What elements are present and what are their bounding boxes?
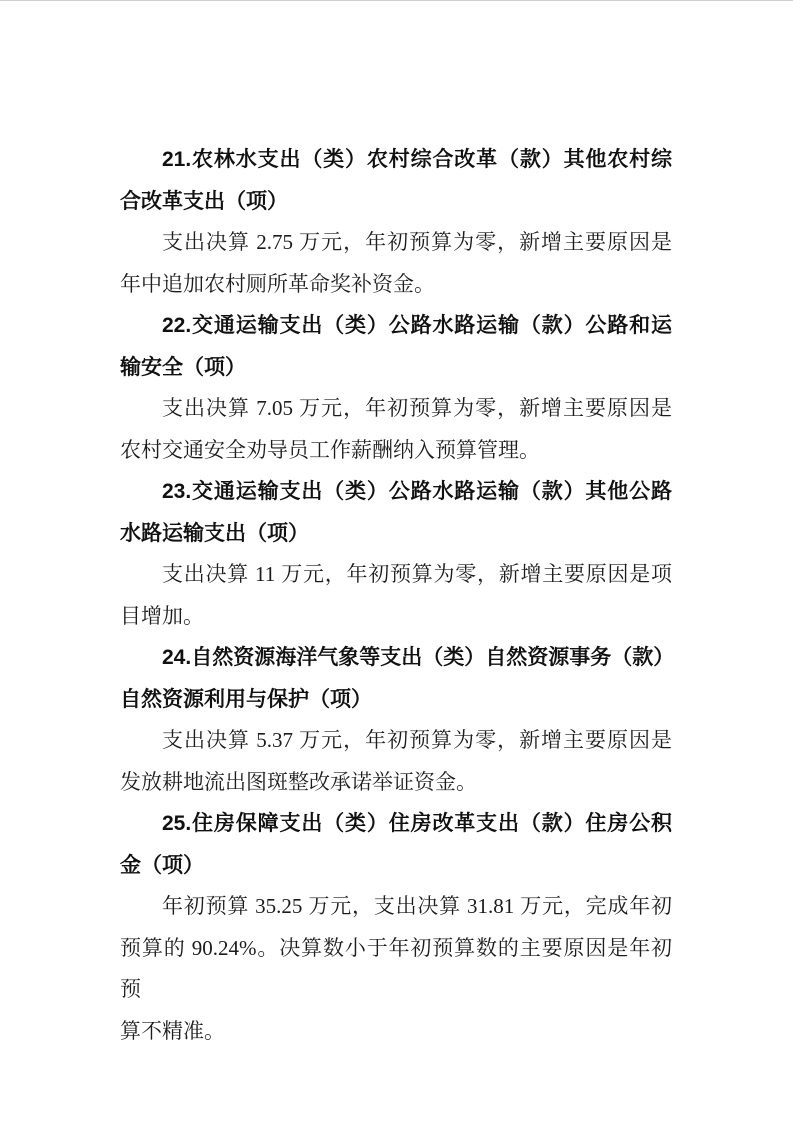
- section-body-paragraph: [120, 388, 672, 471]
- body-line: 年中追加农村厕所革命奖补资金。: [120, 271, 435, 296]
- heading-line: 21.农林水支出（类）农村综合改革（款）其他农村综: [162, 148, 672, 171]
- document-content: [120, 139, 675, 1052]
- body-line: 支出决算 7.05 万元，年初预算为零，新增主要原因是: [162, 396, 672, 420]
- heading-line: 金（项）: [120, 853, 204, 877]
- body-line: 支出决算 5.37 万元，年初预算为零，新增主要原因是: [162, 728, 672, 752]
- heading-line: 水路运输支出（项）: [120, 521, 309, 545]
- body-line: 支出决算 11 万元，年初预算为零，新增主要原因是项: [162, 562, 672, 586]
- heading-line: 25.住房保障支出（类）住房改革支出（款）住房公积: [162, 812, 672, 835]
- body-line: 目增加。: [120, 603, 204, 628]
- body-line: 算不精准。: [120, 1018, 225, 1043]
- section-heading: [120, 471, 672, 554]
- heading-line: 合改革支出（项）: [120, 189, 288, 213]
- body-line: 发放耕地流出图斑整改承诺举证资金。: [120, 769, 477, 794]
- section-body-paragraph: [120, 222, 672, 305]
- heading-line: 24.自然资源海洋气象等支出（类）自然资源事务（款）: [162, 646, 675, 669]
- body-line: 农村交通安全劝导员工作薪酬纳入预算管理。: [120, 437, 540, 462]
- heading-line: 22.交通运输支出（类）公路水路运输（款）公路和运: [162, 314, 672, 337]
- budget-section-24: [120, 637, 675, 803]
- budget-section-25: [120, 803, 672, 1052]
- section-body-paragraph: [120, 554, 672, 637]
- budget-section-23: [120, 471, 672, 637]
- budget-section-22: [120, 305, 672, 471]
- heading-line: 自然资源利用与保护（项）: [120, 687, 372, 711]
- body-line: 预算的 90.24%。决算数小于年初预算数的主要原因是年初预: [120, 935, 672, 1001]
- budget-section-21: [120, 139, 672, 305]
- heading-line: 输安全（项）: [120, 355, 246, 379]
- section-body-paragraph: [120, 720, 672, 803]
- body-line: 支出决算 2.75 万元，年初预算为零，新增主要原因是: [162, 230, 672, 254]
- section-heading: [120, 803, 672, 886]
- section-heading: [120, 305, 672, 388]
- body-line: 年初预算 35.25 万元，支出决算 31.81 万元，完成年初: [162, 894, 672, 918]
- heading-line: 23.交通运输支出（类）公路水路运输（款）其他公路: [162, 480, 672, 503]
- section-heading: [120, 637, 675, 720]
- section-body-paragraph: [120, 886, 672, 1052]
- section-heading: [120, 139, 672, 222]
- page-top-edge-line: [0, 0, 793, 1]
